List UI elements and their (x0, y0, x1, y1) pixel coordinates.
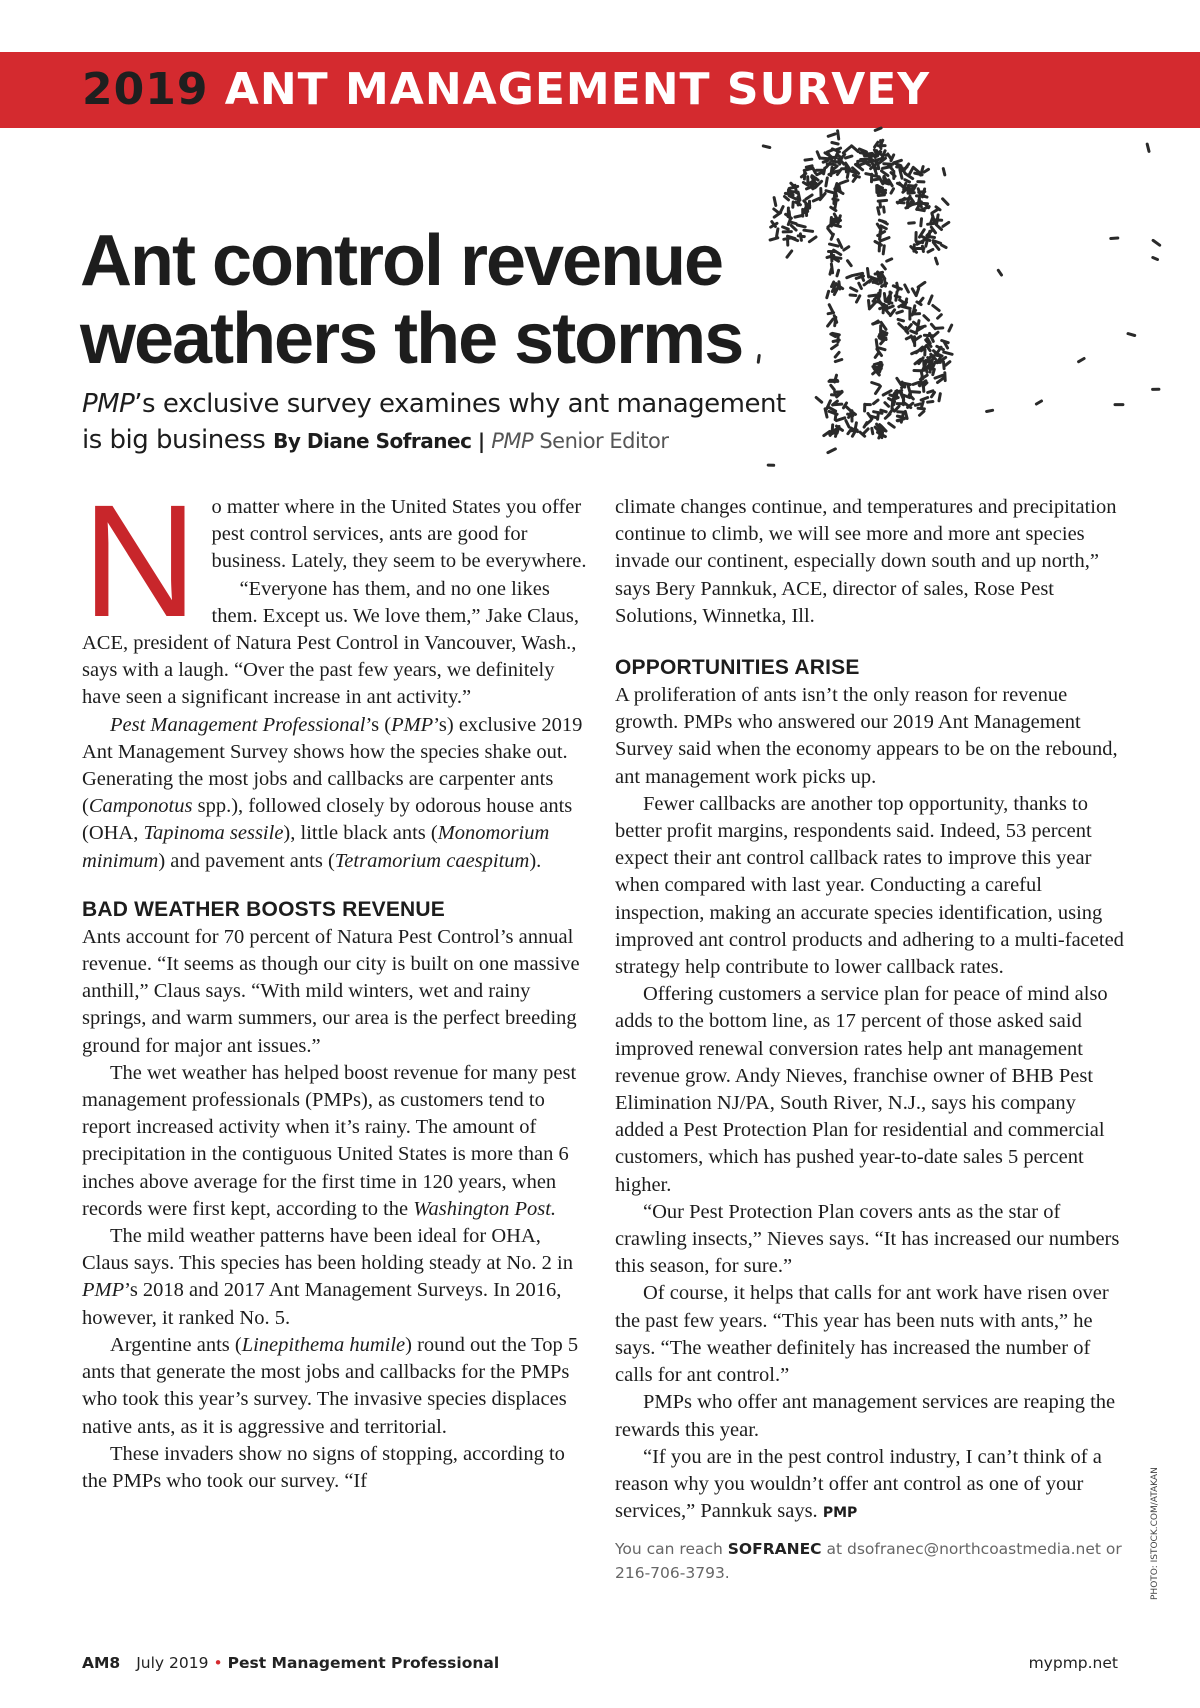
banner-title (82, 64, 930, 115)
ant-mark (875, 128, 881, 130)
ant-mark (906, 337, 911, 339)
ant-mark (927, 231, 932, 236)
ant-mark (872, 428, 873, 433)
species-name: Tetramorium caespitum (334, 849, 530, 872)
ant-mark (898, 319, 903, 321)
ant-mark (846, 156, 852, 158)
ant-mark (943, 199, 948, 205)
ant-mark (881, 410, 886, 412)
ant-mark (943, 169, 945, 175)
ant-mark (809, 237, 816, 242)
ant-mark (920, 298, 923, 302)
ant-mark (869, 301, 870, 307)
author-contact: You can reach SOFRANEC at dsofranec@northcoastmedia.net or 216-706-3793. (615, 1540, 1122, 1583)
ant-mark (791, 225, 796, 230)
species-name: Linepithema humile (241, 1333, 406, 1356)
ant-mark (942, 245, 947, 247)
ant-dollar-sign-photo (740, 120, 1180, 490)
ant-mark (831, 334, 836, 336)
ant-mark (830, 244, 839, 246)
ant-mark (825, 409, 827, 417)
footer-folio (82, 1654, 499, 1672)
paragraph: “Everyone has them, and no one likes them. Except us. We love them,” Jake Claus, ACE, president of Natura Pest Control in Vancouver, Wash., says with a laugh. “Over the past few years, we definitely have seen a significant increase in ant activity.” (82, 577, 579, 709)
ant-mark (828, 313, 834, 314)
ant-mark (857, 296, 860, 302)
ant-mark (878, 208, 880, 215)
ant-mark (828, 449, 836, 453)
ant-mark (944, 362, 945, 369)
ant-mark (905, 180, 910, 182)
ant-mark (1036, 401, 1041, 404)
ant-mark (791, 222, 796, 224)
ant-mark (935, 328, 943, 329)
paragraph: Ants account for 70 percent of Natura Pest Control’s annual revenue. “It seems as though our city is built on one massive anthill,” Claus says. “With mild winters, wet and rainy springs, and warm summers, our area is the perfect breeding ground for major ant issues.” (82, 925, 580, 1057)
paragraph: “Our Pest Protection Plan covers ants as the star of crawling insects,” Nieves says. “It has increased our numbers this season, for sure.” (615, 1200, 1120, 1278)
ant-mark (881, 274, 882, 283)
ant-mark (928, 391, 933, 393)
ant-mark (916, 242, 922, 243)
ant-mark (787, 251, 792, 257)
deck-text: ’s exclusive survey examines why ant management is big business (82, 389, 786, 455)
contact-name: SOFRANEC (727, 1540, 822, 1559)
ant-mark (835, 184, 837, 189)
ant-mark (893, 286, 901, 289)
ant-mark (899, 324, 905, 330)
ant-mark (852, 146, 859, 152)
ant-mark (831, 385, 835, 389)
paragraph: Argentine ants (Linepithema humile) round out the Top 5 ants that generate the most jobs and callbacks for the PMPs who took this year’s survey. The invasive species displaces native ants, as it is aggressive and territorial. (82, 1333, 579, 1438)
ant-mark (906, 327, 908, 333)
ant-mark (848, 430, 851, 434)
ant-mark (829, 433, 836, 434)
issue-date: July 2019 (136, 1654, 209, 1672)
ant-mark (900, 170, 902, 178)
ant-mark (908, 193, 914, 194)
role-pmp: PMP (491, 429, 534, 453)
ant-mark (922, 402, 924, 407)
ant-mark (920, 411, 924, 415)
paragraph: A proliferation of ants isn’t the only reason for revenue growth. PMPs who answered our 2019 Ant Management Survey said when the economy appears to be on the rebound, ant management work picks up. (615, 684, 1118, 788)
ant-mark (924, 169, 929, 172)
italic-text: Pest Management Professional (110, 713, 366, 736)
ant-mark (897, 167, 903, 168)
ant-mark (774, 209, 780, 213)
ant-mark (884, 294, 885, 302)
ant-mark (835, 317, 836, 325)
ant-mark (828, 229, 833, 235)
paragraph: climate changes continue, and temperatures and precipitation continue to climb, we will see more and more ant species invade our continent, especially down south and up north,” says Bery Pannkuk, ACE, director of sales, Rose Pest Solutions, Winnetka, Ill. (615, 496, 1117, 627)
banner-label: ANT MANAGEMENT SURVEY (224, 64, 931, 115)
ant-mark (943, 222, 949, 226)
ant-mark (895, 296, 900, 297)
ant-mark (826, 191, 834, 193)
ant-mark (897, 378, 901, 385)
ant-mark (798, 192, 800, 200)
ant-mark (904, 183, 906, 189)
ant-mark (909, 223, 915, 224)
ant-mark (921, 398, 928, 401)
ant-mark (882, 171, 888, 176)
ant-mark (864, 153, 872, 154)
ant-mark (897, 202, 904, 203)
ant-mark (846, 421, 849, 427)
italic-text: Washington Post. (413, 1197, 557, 1220)
ant-mark (1153, 240, 1160, 245)
ant-mark (912, 289, 915, 295)
ant-mark (838, 131, 839, 139)
ant-mark (839, 159, 840, 164)
ant-mark (891, 155, 894, 161)
ant-mark (921, 196, 927, 198)
ant-mark (883, 167, 892, 169)
species-name: Camponotus (88, 795, 193, 818)
ant-mark (928, 236, 935, 237)
ant-mark (1079, 359, 1085, 362)
byline: By Diane Sofranec (273, 429, 472, 453)
body-column-left (82, 471, 590, 1495)
ant-mark (874, 400, 879, 404)
ant-mark (932, 209, 938, 213)
ant-mark (848, 261, 852, 266)
ant-mark (882, 265, 885, 269)
paragraph: o matter where in the United States you offer pest control services, ants are good for business. Lately, they seem to be everywhere. (211, 496, 587, 573)
article-deck (82, 386, 802, 459)
paragraph: PMPs who offer ant management services are reaping the rewards this year. (615, 1391, 1116, 1441)
ant-mark (829, 305, 832, 311)
ant-mark (921, 219, 922, 226)
ant-mark (832, 225, 840, 227)
ant-mark (837, 190, 844, 194)
ant-mark (905, 164, 909, 170)
byline-separator: | (471, 429, 492, 453)
species-name: Tapinoma sessile (143, 822, 284, 845)
ant-mark (876, 340, 877, 348)
ant-mark (835, 352, 839, 357)
ant-mark (889, 423, 895, 427)
ant-mark (928, 402, 933, 403)
ant-mark (835, 360, 842, 362)
ant-mark (830, 269, 831, 274)
ant-mark (828, 134, 835, 136)
subhead-opportunities: OPPORTUNITIES ARISE (615, 656, 860, 680)
paragraph: Offering customers a service plan for peace of mind also adds to the bottom line, as 17 percent of those asked said improved renewal conversion rates help ant management revenue grow. Andy Nieves, franchise owner of BHB Pest Elimination NJ/PA, South River, N.J., says his company added a Pest Protection Plan for residential and commercial customers, which has pushed year-to-date sales 5 percent higher. (615, 983, 1108, 1196)
role-text: Senior Editor (533, 429, 669, 453)
ant-mark (840, 181, 847, 184)
ant-mark (813, 198, 819, 201)
ant-mark (877, 161, 879, 169)
ant-mark (911, 392, 920, 393)
ant-mark (892, 401, 893, 408)
ant-mark (872, 383, 880, 386)
ant-mark (813, 168, 816, 173)
ant-mark (827, 291, 829, 297)
ant-mark (889, 299, 890, 304)
ant-mark (874, 412, 882, 414)
ant-mark (832, 143, 838, 145)
ant-mark (874, 280, 879, 282)
footer-bullet: • (213, 1654, 223, 1672)
ant-mark (998, 270, 1001, 275)
ant-mark (890, 310, 894, 316)
ant-mark (788, 191, 797, 192)
ant-mark (850, 295, 856, 296)
ant-mark (885, 403, 889, 407)
section-banner (0, 52, 1200, 128)
ant-mark (883, 304, 884, 312)
paragraph: The mild weather patterns have been ideal for OHA, Claus says. This species has been holding steady at No. 2 in PMP’s 2018 and 2017 Ant Management Surveys. In 2016, however, it ranked No. 5. (82, 1225, 573, 1329)
ant-mark (833, 404, 842, 405)
ant-mark (905, 285, 909, 292)
ant-mark (805, 159, 812, 160)
ant-mark (933, 306, 939, 311)
ant-mark (936, 258, 938, 264)
ant-mark (906, 188, 912, 189)
ant-mark (928, 249, 933, 252)
ant-mark (858, 160, 866, 161)
ant-mark (866, 420, 871, 424)
ant-mark (987, 410, 993, 411)
ant-mark (918, 408, 924, 409)
ant-mark (777, 229, 778, 237)
ant-mark (868, 269, 869, 278)
ant-mark (918, 282, 925, 287)
body-column-right (615, 494, 1125, 1585)
publication-name: Pest Management Professional (227, 1654, 500, 1672)
paragraph: Fewer callbacks are another top opportunity, thanks to better profit margins, respondents said. Indeed, 53 percent expect their ant control callback rates to improve this year when compared with last year. Conducting a careful inspection, making an accurate species identification, using improved ant control products and adhering to a multi-faceted strategy help contribute to lower callback rates. (615, 792, 1124, 979)
article-headline: Ant control revenue weathers the storms (80, 221, 743, 379)
ant-mark (853, 177, 856, 182)
ant-mark (887, 259, 892, 261)
ant-mark (851, 288, 857, 291)
ant-mark (859, 283, 862, 288)
ant-mark (1111, 238, 1118, 239)
ant-mark (909, 168, 913, 175)
ant-mark (918, 326, 925, 328)
ant-mark (833, 166, 837, 170)
ant-mark (936, 225, 941, 230)
ant-mark (944, 352, 952, 354)
paragraph: Pest Management Professional’s (PMP’s) exclusive 2019 Ant Management Survey shows how the species shake out. Generating the most jobs and callbacks are carpenter ants (Camponotus spp.), followed closely by odorous house ants (OHA, Tapinoma sessile), little black ants (Monomorium minimum) and pavement ants (Tetramorium caespitum). (82, 713, 583, 872)
ant-mark (874, 363, 881, 365)
ant-mark (915, 173, 922, 175)
ant-mark (790, 237, 798, 240)
paragraph: Of course, it helps that calls for ant work have risen over the past few years. “This year has been nuts with ants,” he says. “The weather definitely has increased the number of calls for ant control.” (615, 1282, 1109, 1387)
ant-mark (897, 416, 903, 417)
ant-mark (806, 166, 812, 167)
ant-mark (891, 189, 894, 193)
subhead-bad-weather: BAD WEATHER BOOSTS REVENUE (82, 897, 445, 921)
ant-mark (844, 247, 849, 250)
ant-mark (896, 391, 902, 392)
ant-mark (938, 315, 942, 319)
footer-website[interactable]: mypmp.net (1028, 1654, 1118, 1672)
author-role (491, 429, 668, 453)
ant-mark (837, 270, 839, 276)
page-number: AM8 (82, 1654, 121, 1672)
ant-mark (827, 164, 835, 165)
ant-mark (932, 392, 935, 396)
ant-mark (924, 316, 929, 321)
paragraph: The wet weather has helped boost revenue for many pest management professionals (PMPs), as customers tend to report increased activity when it’s rainy. The amount of precipitation in the contiguous United States is more than 6 inches above average for the first time in 120 years, when records were first kept, according to the Washington Post. (82, 1061, 577, 1220)
ant-mark (929, 296, 932, 304)
drop-cap: N (82, 471, 198, 650)
ant-mark (774, 198, 776, 206)
ant-mark (876, 386, 881, 393)
ant-mark (861, 275, 863, 281)
italic-text: PMP (391, 713, 434, 736)
ant-mark (930, 363, 931, 372)
ant-mark (868, 413, 872, 419)
ant-mark (946, 362, 950, 366)
ant-mark (897, 311, 903, 313)
species-name: Monomorium minimum (82, 822, 550, 872)
ant-mark (807, 187, 812, 189)
ant-mark (832, 282, 834, 287)
ant-mark (949, 325, 952, 331)
ant-mark (894, 160, 901, 162)
ant-mark (879, 177, 883, 184)
ant-mark (823, 160, 828, 162)
ant-mark (836, 418, 844, 421)
ant-mark (915, 404, 920, 405)
paragraph: These invaders show no signs of stopping, according to the PMPs who took our survey. “If (82, 1442, 565, 1492)
ant-mark (885, 414, 890, 418)
ant-mark (828, 319, 833, 326)
ant-mark (817, 152, 820, 159)
ant-mark (832, 345, 838, 349)
ant-mark (879, 348, 885, 350)
end-mark: PMP (822, 1505, 858, 1522)
ant-mark (785, 197, 789, 200)
ant-mark (770, 238, 778, 240)
ant-mark (854, 273, 863, 275)
ant-mark (884, 207, 885, 212)
ant-mark (922, 373, 923, 379)
ant-mark (881, 238, 889, 241)
ant-mark (763, 146, 770, 148)
banner-year: 2019 (82, 64, 209, 115)
ant-mark (942, 341, 949, 343)
ant-mark (1147, 144, 1149, 151)
ant-mark (923, 384, 924, 391)
ant-mark (869, 161, 874, 162)
ant-mark (783, 227, 789, 229)
italic-text: PMP (82, 1279, 125, 1302)
ant-mark (834, 195, 835, 203)
ant-mark (884, 178, 885, 183)
ant-mark (883, 246, 884, 254)
ant-mark (936, 355, 942, 356)
ant-mark (843, 147, 850, 153)
paragraph: “If you are in the pest control industry, I can’t think of a reason why you wouldn’t offer ant control as one of your services,” Pannkuk says. PMP (615, 1445, 1102, 1523)
ant-mark (908, 186, 915, 187)
ant-mark (875, 353, 879, 358)
ant-mark (804, 230, 813, 231)
ant-mark (864, 280, 871, 285)
ant-mark (913, 167, 919, 172)
ant-mark (926, 241, 927, 247)
ant-mark (789, 196, 796, 199)
ant-mark (897, 183, 904, 186)
ant-mark (847, 171, 848, 177)
ant-mark (798, 236, 804, 237)
ant-mark (880, 202, 881, 207)
ant-mark (806, 195, 812, 199)
ant-mark (831, 253, 832, 261)
ant-mark (797, 225, 805, 227)
photo-credit: PHOTO: ISTOCK.COM/ATAKAN (1150, 1467, 1160, 1600)
ant-mark (913, 382, 919, 384)
ant-mark (939, 394, 940, 401)
ant-mark (900, 199, 908, 201)
ant-mark (1128, 334, 1135, 336)
ant-mark (1153, 258, 1158, 260)
deck-pmp: PMP (82, 389, 135, 419)
ant-mark (847, 276, 853, 278)
ant-mark (816, 398, 822, 403)
ant-mark (829, 172, 835, 174)
ant-mark (826, 178, 827, 186)
